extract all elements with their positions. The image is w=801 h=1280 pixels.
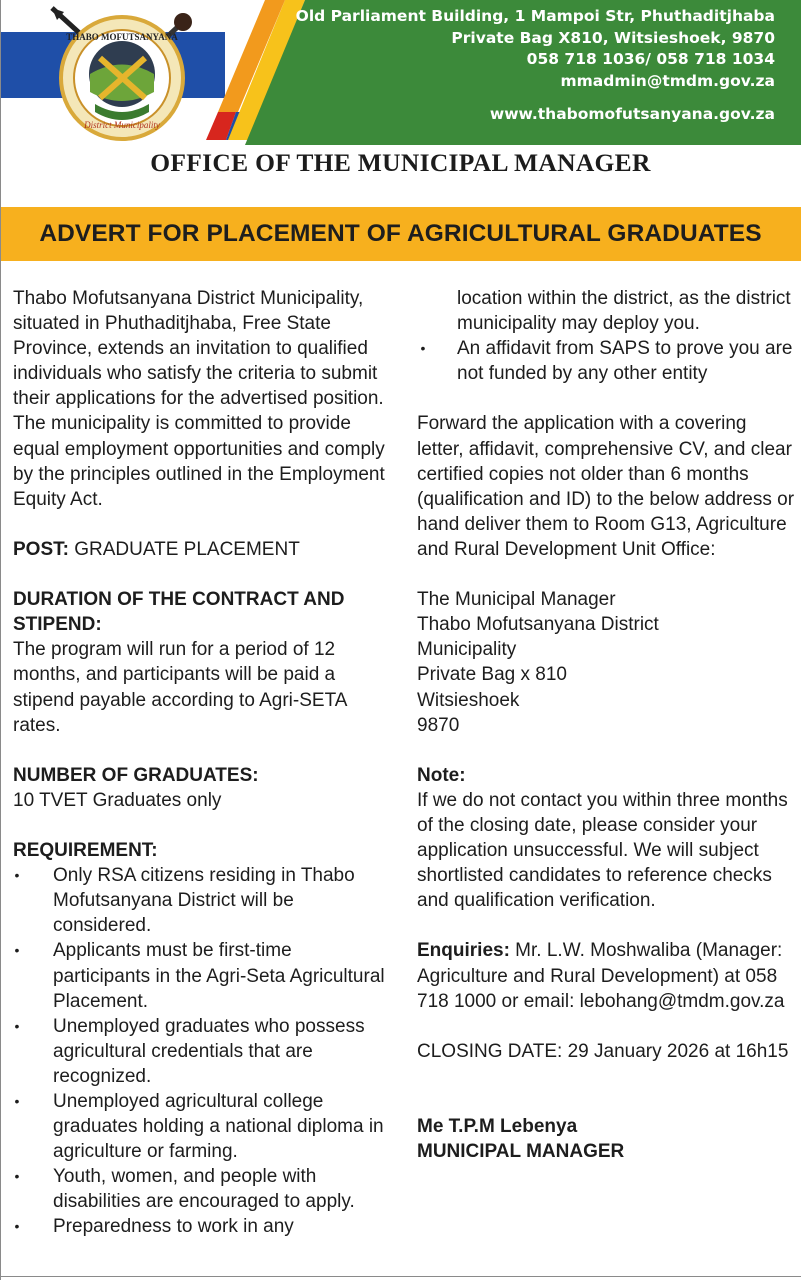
enquiries — [417, 938, 797, 1013]
post-label: POST: — [13, 538, 69, 560]
contact-email: mmadmin@tmdm.gov.za — [560, 71, 775, 90]
bullet: • — [14, 1168, 20, 1185]
left-column — [13, 286, 393, 1240]
contact-block — [296, 6, 775, 126]
list-item: location within the district, as the district municipality may deploy you. — [457, 288, 791, 335]
bullet: • — [420, 340, 426, 357]
requirement-heading: REQUIREMENT: — [13, 840, 158, 862]
list-item: • An affidavit from SAPS to prove you are not funded by any other entity — [420, 338, 793, 385]
requirements-list-continued — [417, 286, 797, 386]
closing-date: CLOSING DATE: 29 January 2026 at 16h15 — [417, 1040, 789, 1062]
list-item: • Preparedness to work in any — [13, 1214, 393, 1239]
list-item: • Youth, women, and people with disabilities are encouraged to apply. — [14, 1166, 355, 1213]
address-line-1: Old Parliament Building, 1 Mampoi Str, Phuthaditjhaba — [295, 7, 775, 25]
page-border-bottom — [0, 1276, 801, 1277]
list-item: • Only RSA citizens residing in Thabo Mofutsanyana District will be considered. — [14, 865, 355, 937]
graduates-text: 10 TVET Graduates only — [13, 789, 222, 811]
duration-heading: DURATION OF THE CONTRACT AND STIPEND: — [13, 589, 345, 636]
note-heading: Note: — [417, 764, 466, 786]
bullet: • — [14, 1218, 20, 1235]
address-line-2: Private Bag X810, Witsieshoek, 9870 — [451, 28, 775, 47]
list-item: • Unemployed graduates who possess agricultural credentials that are recognized. — [14, 1015, 365, 1087]
bullet: • — [14, 1093, 20, 1109]
website-link[interactable]: www.thabomofutsanyana.gov.za — [489, 105, 775, 123]
postal-address: The Municipal Manager Thabo Mofutsanyana District Municipality Private Bag x 810 Witsieshoek 9870 — [417, 589, 659, 736]
post-value: GRADUATE PLACEMENT — [68, 538, 300, 560]
note-text: If we do not contact you within three months of the closing date, please consider your application unsuccessful. We will subject shortlisted candidates to reference checks and qualification verification. — [417, 789, 788, 912]
bullet: • — [14, 942, 20, 959]
bullet: • — [14, 1017, 20, 1034]
graduates-heading: NUMBER OF GRADUATES: — [13, 764, 259, 786]
advert-title: ADVERT FOR PLACEMENT OF AGRICULTURAL GRADUATES — [39, 220, 762, 247]
enquiries-label: Enquiries: — [417, 940, 510, 962]
post-line — [13, 537, 393, 562]
requirements-list — [13, 863, 393, 1239]
logo-ring-text: THABO MOFUTSANYANA — [66, 32, 178, 42]
signatory-name: Me T.P.M Lebenya — [417, 1116, 578, 1138]
bullet: • — [14, 867, 20, 884]
page-border-left — [0, 0, 1, 1280]
enquiries-text: Mr. L.W. Moshwaliba (Manager: Agriculture and Rural Development) at 058 718 1000 or email: lebohang@tmdm.gov.za — [417, 940, 785, 1012]
right-column — [417, 286, 797, 1164]
list-item: • Applicants must be first-time participants in the Agri-Seta Agricultural Placement. — [14, 940, 385, 1012]
logo-motto: District Municipality — [84, 120, 160, 130]
forward-paragraph: Forward the application with a covering letter, affidavit, comprehensive CV, and clear certified copies not older than 6 months (qualification and ID) to the below address or hand deliver them to Room G13, Agriculture and Rural Development Unit Office: — [417, 413, 795, 560]
duration-text: The program will run for a period of 12 months, and participants will be paid a stipend payable according to Agri-SETA rates. — [13, 639, 347, 736]
phone-numbers: 058 718 1036/ 058 718 1034 — [526, 50, 775, 68]
municipal-logo — [52, 8, 192, 139]
office-title: OFFICE OF THE MUNICIPAL MANAGER — [150, 148, 651, 177]
list-item: • Unemployed agricultural college graduates holding a national diploma in agriculture or farming. — [14, 1091, 384, 1163]
intro-paragraph: Thabo Mofutsanyana District Municipality, situated in Phuthaditjhaba, Free State Province, extends an invitation to qualified individuals who satisfy the criteria to submit their applications for the advertised position. The municipality is committed to provide equal employment opportunities and comply by the principles outlined in the Employment Equity Act. — [13, 288, 385, 510]
signatory-title: MUNICIPAL MANAGER — [417, 1141, 625, 1163]
